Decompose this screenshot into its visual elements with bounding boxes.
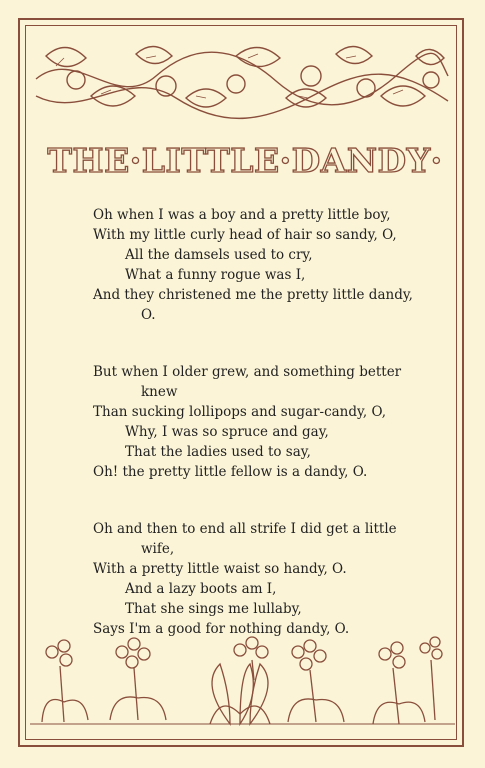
poem-line: wife, — [141, 541, 175, 557]
page-title — [47, 134, 443, 182]
poem-line: Oh when I was a boy and a pretty little boy, — [93, 207, 391, 223]
poem-line: What a funny rogue was I, — [125, 267, 306, 283]
poem-line: All the damsels used to cry, — [125, 247, 313, 263]
poem-line: But when I older grew, and something better — [93, 364, 402, 380]
poem-line: Oh and then to end all strife I did get a little — [93, 521, 397, 537]
poem — [93, 205, 413, 676]
poem-line: Says I'm a good for nothing dandy, O. — [93, 621, 350, 637]
page-title-text: THE·LITTLE·DANDY· — [47, 141, 443, 180]
poem-line: Oh! the pretty little fellow is a dandy, O. — [93, 464, 368, 480]
top-leaf-ornament — [36, 36, 448, 122]
stanza — [93, 519, 403, 639]
poem-line: Than sucking lollipops and sugar-candy, O, — [93, 404, 387, 420]
bottom-flower-ornament — [30, 634, 455, 732]
poem-line: And they christened me the pretty little dandy, — [93, 287, 413, 303]
stanza — [93, 205, 413, 325]
stanza — [93, 362, 403, 482]
poem-line: And a lazy boots am I, — [125, 581, 277, 597]
poem-line: Why, I was so spruce and gay, — [125, 424, 329, 440]
poem-line: That the ladies used to say, — [125, 444, 311, 460]
poem-line: That she sings me lullaby, — [125, 601, 302, 617]
poem-line: With a pretty little waist so handy, O. — [93, 561, 347, 577]
poem-line: O. — [141, 307, 156, 323]
poem-line: knew — [141, 384, 178, 400]
poem-line: With my little curly head of hair so sandy, O, — [93, 227, 397, 243]
